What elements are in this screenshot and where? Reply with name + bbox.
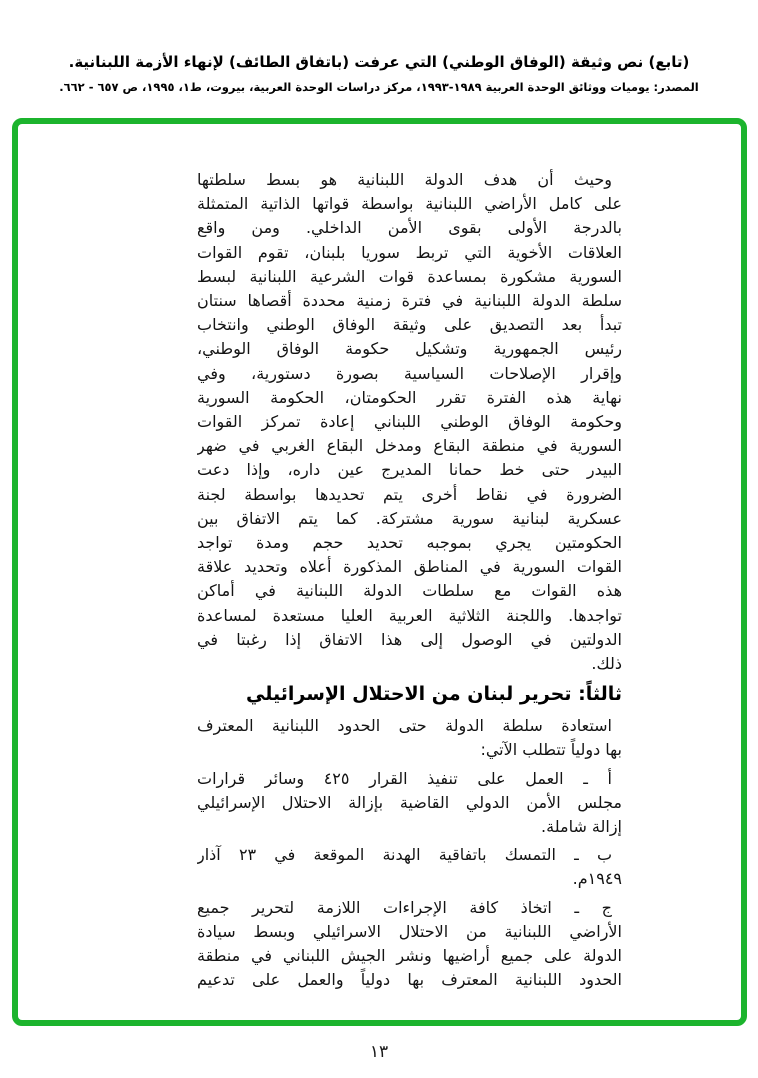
text-line: ١٩٤٩م. — [572, 869, 622, 889]
text-line: الضرورة في نقاط أخرى يتم تحديدها بواسطة لجنة — [197, 484, 622, 504]
text-line: ج ـ اتخاذ كافة الإجراءات اللازمة لتحرير جميع — [197, 897, 612, 917]
text-line: الدولة على جميع أراضيها ونشر الجيش اللبناني في منطقة — [197, 946, 622, 966]
text-line: الحكومتين يجري بموجبه تحديد حجم ومدة تواجد — [197, 533, 622, 553]
text-line: القوات السورية في المناطق المذكورة أعلاه وتحديد علاقة — [197, 557, 622, 577]
document-title: (تابع) نص وثيقة (الوفاق الوطني) التي عرفت (باتفاق الطائف) لإنهاء الأزمة اللبنانية. — [68, 53, 690, 71]
text-line: ذلك. — [591, 654, 622, 674]
text-line: تواجدها. واللجنة الثلاثية العربية العليا مستعدة لمساعدة — [197, 605, 622, 625]
paragraph — [197, 714, 622, 762]
text-line: بها دولياً تتطلب الآتي: — [480, 740, 622, 760]
text-line: وحكومة الوفاق الوطني اللبناني إعادة تمركز القوات — [197, 412, 622, 432]
page-number: ١٣ — [369, 1042, 389, 1062]
text-line: أ ـ العمل على تنفيذ القرار ٤٢٥ وسائر قرارات — [197, 768, 612, 788]
text-line: وحيث أن هدف الدولة اللبنانية هو بسط سلطتها — [197, 170, 612, 189]
text-line: نهاية هذه الفترة تقرر الحكومتان، الحكومة السورية — [197, 387, 622, 407]
paragraph — [197, 168, 622, 676]
text-line: ب ـ التمسك باتفاقية الهدنة الموقعة في ٢٣ آذار — [197, 845, 613, 865]
text-line: مجلس الأمن الدولي القاضية بإزالة الاحتلال الإسرائيلي — [197, 792, 622, 812]
body-text-column — [197, 168, 622, 993]
text-line: الدولتين في الوصول إلى هذا الاتفاق إذا رغبتا في — [197, 629, 622, 649]
text-line: البيدر حتى خط حمانا المديرج عين داره، وإذا دعت — [197, 460, 622, 480]
text-line: الحدود اللبنانية المعترف بها دولياً والعمل على تدعيم — [197, 970, 622, 990]
text-line: العلاقات الأخوية التي تربط سوريا بلبنان، تقوم القوات — [197, 242, 622, 262]
text-line: إزالة شاملة. — [541, 817, 622, 837]
list-item — [197, 896, 622, 993]
document-body-frame — [12, 118, 747, 1026]
list-item — [197, 843, 622, 891]
text-line: وإقرار الإصلاحات السياسية بصورة دستورية، وفي — [197, 363, 622, 383]
list-item — [197, 767, 622, 840]
text-line: الأراضي اللبنانية من الاحتلال الاسرائيلي وبسط سيادة — [197, 921, 622, 941]
source-citation: المصدر: يوميات ووثائق الوحدة العربية ١٩٨٩-١٩٩٣، مركز دراسات الوحدة العربية، بيروت، ط١، ١٩٩٥، ص ٦٥٧ - ٦٦٢. — [59, 80, 699, 94]
text-line: سلطة الدولة اللبنانية في فترة زمنية محددة أقصاها سنتان — [197, 291, 622, 311]
text-line: هذه القوات مع سلطات الدولة اللبنانية في أماكن — [197, 581, 622, 601]
text-line: رئيس الجمهورية وتشكيل حكومة الوفاق الوطني، — [197, 339, 622, 359]
text-line: عسكرية لبنانية سورية مشتركة. كما يتم الاتفاق بين — [197, 508, 622, 528]
text-line: على كامل الأراضي اللبنانية بواسطة قواتها الذاتية المتمثلة — [197, 194, 622, 214]
text-line: استعادة سلطة الدولة حتى الحدود اللبنانية المعترف — [197, 716, 612, 736]
page-header — [0, 52, 758, 95]
text-line: السورية في منطقة البقاع ومدخل البقاع الغربي في ضهر — [197, 436, 622, 456]
text-line: السورية مشكورة بمساعدة قوات الشرعية اللبنانية لبسط — [197, 266, 622, 286]
section-heading: ثالثاً: تحرير لبنان من الاحتلال الإسرائيلي — [246, 683, 622, 706]
text-line: تبدأ بعد التصديق على وثيقة الوفاق الوطني وانتخاب — [197, 315, 622, 335]
text-line: بالدرجة الأولى بقوى الأمن الداخلي. ومن واقع — [197, 218, 622, 238]
